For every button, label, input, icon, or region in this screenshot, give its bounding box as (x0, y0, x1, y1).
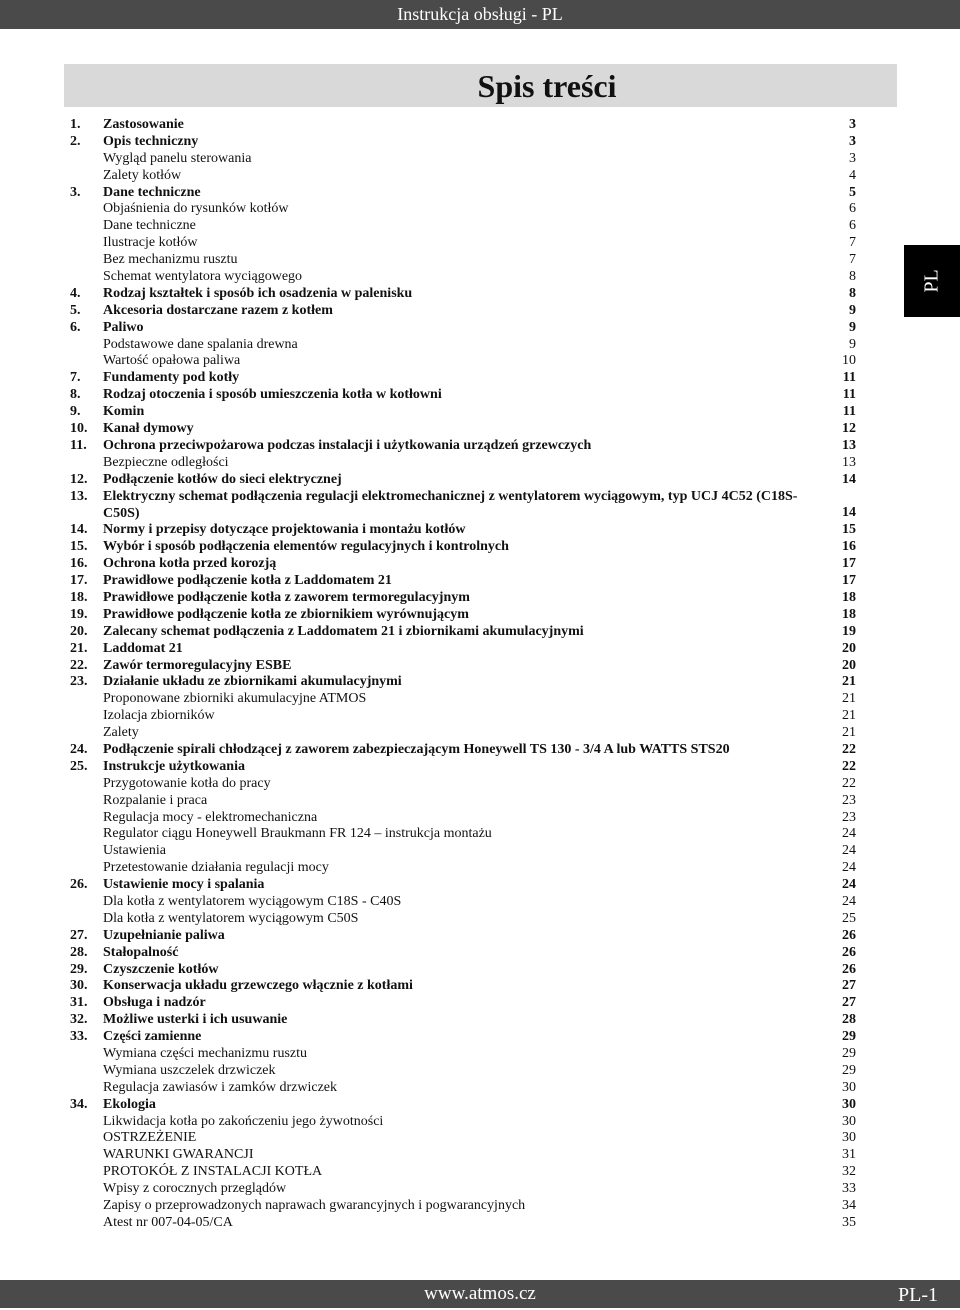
toc-entry-page: 6 (849, 218, 856, 234)
toc-entry-number: 33. (70, 1029, 88, 1045)
page-number: PL-1 (898, 1284, 938, 1306)
toc-entry-title: Prawidłowe podłączenie kotła ze zbiornikiem wyrównującym (103, 606, 469, 622)
toc-entry-title: Normy i przepisy dotyczące projektowania i montażu kotłów (103, 522, 466, 538)
toc-entry-number: 11. (70, 437, 87, 453)
toc-entry-title: Elektryczny schemat podłączenia regulacji elektromechanicznej z wentylatorem wyciągowym, typ UCJ 4C52 (C18S-C50S) (103, 488, 798, 521)
toc-entry-page: 16 (842, 539, 856, 555)
toc-entry-number: 22. (70, 657, 88, 673)
toc-entry[interactable] (0, 945, 960, 962)
toc-entry-title: Proponowane zbiorniki akumulacyjne ATMOS (103, 691, 367, 707)
toc-entry[interactable] (0, 117, 960, 134)
toc-entry[interactable] (0, 1130, 960, 1147)
toc-entry-number: 9. (70, 404, 81, 420)
toc-entry-number: 26. (70, 877, 88, 893)
toc-entry-number: 17. (70, 573, 88, 589)
toc-entry[interactable] (0, 1181, 960, 1198)
toc-entry[interactable] (0, 1080, 960, 1097)
toc-entry-page: 15 (842, 522, 856, 538)
toc-entry-title: Kanał dymowy (103, 421, 194, 437)
toc-entry-number: 28. (70, 944, 88, 960)
toc-entry-title: Regulacja mocy - elektromechaniczna (103, 809, 318, 825)
toc-entry[interactable] (0, 978, 960, 995)
toc-entry-title: Rozpalanie i praca (103, 792, 208, 808)
toc-entry-page: 25 (842, 910, 856, 926)
toc-entry-page: 9 (849, 336, 856, 352)
toc-entry-title: Przygotowanie kotła do pracy (103, 775, 271, 791)
toc-entry-title: Zalety (103, 725, 139, 741)
toc-entry[interactable] (0, 641, 960, 658)
toc-entry-title: Wpisy z corocznych przeglądów (103, 1181, 287, 1197)
toc-entry-title: Paliwo (103, 319, 144, 335)
toc-entry[interactable] (0, 843, 960, 860)
toc-entry[interactable] (0, 421, 960, 438)
toc-entry-page: 31 (842, 1147, 856, 1163)
toc-entry-page: 12 (842, 421, 856, 437)
toc-entry-page: 23 (842, 792, 856, 808)
toc-entry-title: Wybór i sposób podłączenia elementów regulacyjnych i kontrolnych (103, 539, 509, 555)
toc-entry-page: 21 (842, 708, 856, 724)
toc-entry-page: 20 (842, 657, 856, 673)
toc-entry[interactable] (0, 539, 960, 556)
toc-entry-page: 34 (842, 1198, 856, 1214)
toc-entry[interactable] (0, 269, 960, 286)
toc-entry[interactable] (0, 624, 960, 641)
toc-entry-number: 6. (70, 319, 81, 335)
toc-entry-number: 7. (70, 370, 81, 386)
toc-entry-title: Instrukcje użytkowania (103, 758, 245, 774)
toc-entry-page: 6 (849, 201, 856, 217)
header-bar (0, 0, 960, 29)
toc-entry-page: 9 (849, 319, 856, 335)
toc-entry-number: 29. (70, 961, 88, 977)
toc-entry-title: Podłączenie spirali chłodzącej z zaworem zabezpieczającym Honeywell TS 130 - 3/4 A lub WATTS STS20 (103, 741, 730, 757)
toc-entry[interactable] (0, 1097, 960, 1114)
toc-heading-box (64, 64, 897, 107)
toc-entry[interactable] (0, 725, 960, 742)
toc-entry-number: 31. (70, 995, 88, 1011)
toc-entry[interactable] (0, 252, 960, 269)
toc-entry-title: Dla kotła z wentylatorem wyciągowym C50S (103, 910, 359, 926)
toc-entry-title: Możliwe usterki i ich usuwanie (103, 1012, 288, 1028)
toc-entry-page: 24 (842, 877, 856, 893)
toc-entry-title: Przetestowanie działania regulacji mocy (103, 860, 329, 876)
toc-entry[interactable] (0, 134, 960, 151)
toc-entry-page: 30 (842, 1130, 856, 1146)
toc-entry[interactable] (0, 168, 960, 185)
toc-entry-number: 27. (70, 927, 88, 943)
toc-entry[interactable] (0, 455, 960, 472)
toc-entry-number: 1. (70, 117, 81, 132)
toc-entry-number: 8. (70, 387, 81, 403)
toc-entry-page: 26 (842, 927, 856, 943)
toc-entry-title: Podstawowe dane spalania drewna (103, 336, 298, 352)
toc-entry-title: Ustawienie mocy i spalania (103, 877, 265, 893)
toc-entry-page: 11 (842, 370, 856, 386)
toc-entry[interactable] (0, 877, 960, 894)
toc-entry-title: Atest nr 007-04-05/CA (103, 1214, 233, 1230)
toc-entry-number: 32. (70, 1012, 88, 1028)
toc-entry-page: 10 (842, 353, 856, 369)
toc-entry[interactable] (0, 337, 960, 354)
toc-entry[interactable] (0, 1215, 960, 1232)
toc-entry[interactable] (0, 1147, 960, 1164)
toc-entry[interactable] (0, 185, 960, 202)
toc-entry[interactable] (0, 1012, 960, 1029)
toc-entry-title: Zastosowanie (103, 117, 184, 132)
toc-entry-page: 17 (842, 556, 856, 572)
toc-entry-title: WARUNKI GWARANCJI (103, 1147, 254, 1163)
toc-entry-number: 13. (70, 488, 88, 504)
toc-entry-number: 4. (70, 285, 81, 301)
toc-entry-number: 2. (70, 133, 81, 149)
toc-entry[interactable] (0, 1198, 960, 1215)
toc-entry-title: Prawidłowe podłączenie kotła z zaworem termoregulacyjnym (103, 589, 470, 605)
toc-entry[interactable] (0, 995, 960, 1012)
toc-entry-title: Ochrona kotła przed korozją (103, 556, 277, 572)
footer-bar (0, 1280, 960, 1308)
toc-entry-page: 7 (849, 252, 856, 268)
toc-entry-title: Czyszczenie kotłów (103, 961, 219, 977)
toc-entry[interactable] (0, 1164, 960, 1181)
toc-entry-title: Ilustracje kotłów (103, 235, 198, 251)
toc-entry-title: Opis techniczny (103, 133, 199, 149)
toc-entry-page: 17 (842, 573, 856, 589)
toc-entry-title: Izolacja zbiorników (103, 708, 215, 724)
toc-entry-title: Schemat wentylatora wyciągowego (103, 269, 303, 285)
toc-entry-page: 26 (842, 944, 856, 960)
toc-entry[interactable] (0, 810, 960, 827)
toc-entry-title: Wygląd panelu sterowania (103, 150, 252, 166)
toc-entry-page: 30 (842, 1079, 856, 1095)
toc-entry-title: Zalety kotłów (103, 167, 182, 183)
toc-entry-title: Podłączenie kotłów do sieci elektrycznej (103, 471, 342, 487)
toc-entry-title: Obsługa i nadzór (103, 995, 206, 1011)
toc-entry-page: 29 (842, 1062, 856, 1078)
toc-entry-page: 18 (842, 606, 856, 622)
toc-entry-page: 4 (849, 167, 856, 183)
toc-entry-title: Ochrona przeciwpożarowa podczas instalacji i użytkowania urządzeń grzewczych (103, 437, 592, 453)
toc-entry[interactable] (0, 1114, 960, 1131)
toc-entry-title: Dane techniczne (103, 218, 196, 234)
toc-entry[interactable] (0, 286, 960, 303)
toc-entry[interactable] (0, 894, 960, 911)
toc-entry-page: 8 (849, 269, 856, 285)
toc-entry[interactable] (0, 742, 960, 759)
toc-entry-page: 3 (849, 150, 856, 166)
toc-entry-page: 22 (842, 741, 856, 757)
toc-entry-title: Części zamienne (103, 1029, 202, 1045)
toc-entry[interactable] (0, 793, 960, 810)
toc-entry-page: 11 (842, 404, 856, 420)
toc-entry-title: Konserwacja układu grzewczego włącznie z kotłami (103, 978, 413, 994)
toc-entry-page: 5 (849, 184, 856, 200)
toc-entry-number: 24. (70, 741, 88, 757)
toc-entry[interactable] (0, 320, 960, 337)
toc-entry-title: Ustawienia (103, 843, 166, 859)
toc-entry[interactable] (0, 1029, 960, 1046)
toc-entry-title: Komin (103, 404, 145, 420)
toc-entry-number: 14. (70, 522, 88, 538)
toc-entry[interactable] (0, 387, 960, 404)
toc-entry-page: 8 (849, 285, 856, 301)
toc-entry-page: 24 (842, 843, 856, 859)
toc-entry[interactable] (0, 472, 960, 489)
toc-entry-number: 18. (70, 589, 88, 605)
toc-entry[interactable] (0, 573, 960, 590)
toc-entry[interactable] (0, 404, 960, 421)
toc-entry-title: Rodzaj otoczenia i sposób umieszczenia kotła w kotłowni (103, 387, 442, 403)
toc-entry-number: 20. (70, 623, 88, 639)
toc-entry-page: 14 (842, 471, 856, 487)
toc-entry[interactable] (0, 370, 960, 387)
toc-entry[interactable] (0, 826, 960, 843)
toc-entry-title: Uzupełnianie paliwa (103, 927, 225, 943)
toc-entry[interactable] (0, 218, 960, 235)
toc-entry-page: 30 (842, 1096, 856, 1112)
toc-entry-page: 13 (842, 437, 856, 453)
toc-entry[interactable] (0, 590, 960, 607)
toc-entry[interactable] (0, 353, 960, 370)
toc-entry-number: 10. (70, 421, 88, 437)
toc-entry-page: 21 (842, 725, 856, 741)
toc-entry[interactable] (0, 691, 960, 708)
toc-entry[interactable] (0, 962, 960, 979)
toc-entry-title: Likwidacja kotła po zakończeniu jego żywotności (103, 1113, 384, 1129)
toc-entry-page: 33 (842, 1181, 856, 1197)
toc-entry-number: 23. (70, 674, 88, 690)
toc-entry-page: 30 (842, 1113, 856, 1129)
toc-entry-page: 7 (849, 235, 856, 251)
toc-entry-page: 22 (842, 775, 856, 791)
toc-entry-title: Regulacja zawiasów i zamków drzwiczek (103, 1079, 338, 1095)
toc-entry[interactable] (0, 201, 960, 218)
toc-entry-number: 5. (70, 302, 81, 318)
toc-entry-number: 12. (70, 471, 88, 487)
toc-entry-page: 14 (842, 505, 856, 521)
toc-entry-page: 24 (842, 893, 856, 909)
toc-entry-number: 25. (70, 758, 88, 774)
toc-entry-number: 19. (70, 606, 88, 622)
toc-entry-title: Wymiana części mechanizmu rusztu (103, 1046, 308, 1061)
toc-entry[interactable] (0, 776, 960, 793)
toc-entry[interactable] (0, 658, 960, 675)
toc-entry-page: 22 (842, 758, 856, 774)
toc-entry-page: 21 (842, 674, 856, 690)
toc-entry-title: Zapisy o przeprowadzonych naprawach gwarancyjnych i pogwarancyjnych (103, 1198, 526, 1214)
toc-entry-page: 27 (842, 978, 856, 994)
toc-entry[interactable] (0, 151, 960, 168)
toc-entry[interactable] (0, 759, 960, 776)
toc-entry-page: 24 (842, 860, 856, 876)
toc-entry-title: Zawór termoregulacyjny ESBE (103, 657, 292, 673)
toc-entry-page: 29 (842, 1029, 856, 1045)
toc-entry-number: 3. (70, 184, 81, 200)
toc-entry-title: Stałopalność (103, 944, 179, 960)
toc-entry[interactable] (0, 674, 960, 691)
toc-entry[interactable] (0, 438, 960, 455)
toc-entry[interactable] (0, 303, 960, 320)
toc-entry-number: 34. (70, 1096, 88, 1112)
toc-entry-page: 35 (842, 1214, 856, 1230)
toc-entry[interactable] (0, 1063, 960, 1080)
toc-entry-number: 21. (70, 640, 88, 656)
toc-entry-title: Fundamenty pod kotły (103, 370, 240, 386)
language-tab-label: PL (920, 269, 943, 293)
toc-entry-number: 30. (70, 978, 88, 994)
toc-entry-title: Ekologia (103, 1096, 156, 1112)
toc-entry[interactable] (0, 708, 960, 725)
toc-entry[interactable] (0, 860, 960, 877)
toc-entry-title: PROTOKÓŁ Z INSTALACJI KOTŁA (103, 1164, 323, 1180)
toc-entry-title: Dane techniczne (103, 184, 201, 200)
toc-entry-page: 3 (849, 117, 856, 132)
toc-entry-page: 28 (842, 1012, 856, 1028)
toc-entry-page: 24 (842, 826, 856, 842)
toc-entry-title: Prawidłowe podłączenie kotła z Laddomatem 21 (103, 573, 392, 589)
toc-entry-page: 11 (842, 387, 856, 403)
toc-entry[interactable] (0, 928, 960, 945)
toc-entry-page: 9 (849, 302, 856, 318)
table-of-contents (0, 117, 960, 1232)
toc-entry-title: Wymiana uszczelek drzwiczek (103, 1062, 276, 1078)
toc-entry[interactable] (0, 235, 960, 252)
toc-entry-page: 20 (842, 640, 856, 656)
toc-entry-number: 16. (70, 556, 88, 572)
toc-entry[interactable] (0, 911, 960, 928)
toc-entry[interactable] (0, 522, 960, 539)
toc-entry-page: 29 (842, 1046, 856, 1061)
toc-entry-title: Rodzaj kształtek i sposób ich osadzenia w palenisku (103, 285, 413, 301)
toc-entry-number: 15. (70, 539, 88, 555)
toc-entry-page: 19 (842, 623, 856, 639)
toc-entry-page: 3 (849, 133, 856, 149)
toc-entry-title: Bez mechanizmu rusztu (103, 252, 238, 268)
toc-entry-title: Zalecany schemat podłączenia z Laddomatem 21 i zbiornikami akumulacyjnymi (103, 623, 584, 639)
toc-entry-page: 27 (842, 995, 856, 1011)
toc-entry-title: Akcesoria dostarczane razem z kotłem (103, 302, 333, 318)
toc-entry-title: Działanie układu ze zbiornikami akumulacyjnymi (103, 674, 402, 690)
toc-entry-title: OSTRZEŻENIE (103, 1130, 197, 1146)
toc-entry-page: 21 (842, 691, 856, 707)
toc-entry[interactable] (0, 556, 960, 573)
toc-entry[interactable] (0, 1046, 960, 1063)
toc-entry-title: Wartość opałowa paliwa (103, 353, 241, 369)
toc-entry[interactable] (0, 607, 960, 624)
toc-entry[interactable] (0, 489, 960, 523)
toc-entry-title: Laddomat 21 (103, 640, 183, 656)
header-title: Instrukcja obsługi - PL (397, 4, 563, 24)
toc-entry-page: 26 (842, 961, 856, 977)
toc-entry-page: 13 (842, 454, 856, 470)
toc-entry-title: Bezpieczne odległości (103, 454, 229, 470)
toc-entry-title: Dla kotła z wentylatorem wyciągowym C18S - C40S (103, 893, 402, 909)
toc-entry-page: 32 (842, 1164, 856, 1180)
toc-entry-page: 18 (842, 589, 856, 605)
toc-entry-page: 23 (842, 809, 856, 825)
footer-url[interactable]: www.atmos.cz (424, 1283, 536, 1304)
toc-entry-title: Regulator ciągu Honeywell Braukmann FR 124 – instrukcja montażu (103, 826, 492, 842)
toc-entry-title: Objaśnienia do rysunków kotłów (103, 201, 289, 217)
page-title: Spis treści (477, 68, 617, 104)
